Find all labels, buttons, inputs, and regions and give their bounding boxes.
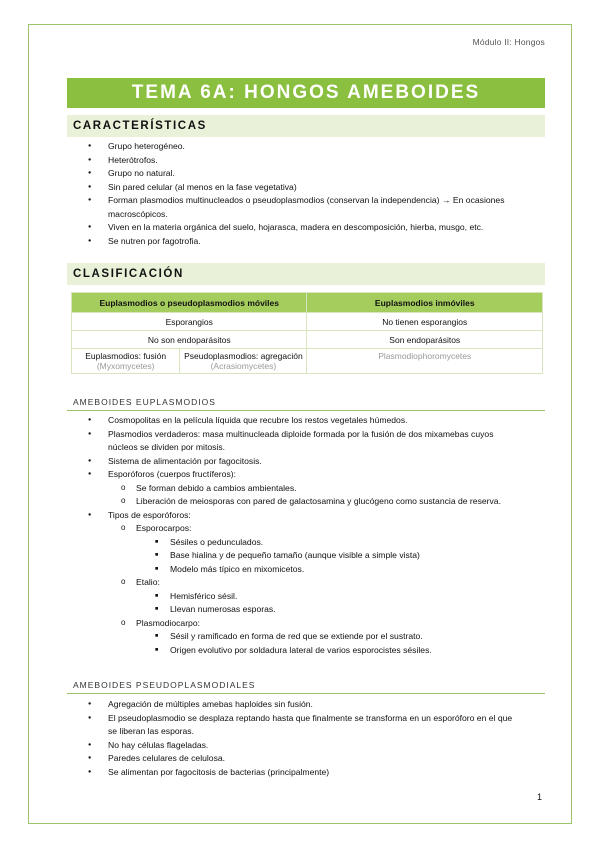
list-item-continuation: macroscópicos.: [108, 208, 168, 219]
section-clasificacion-heading: CLASIFICACIÓN: [67, 263, 545, 285]
cell-title: Pseudoplasmodios: agregación: [184, 351, 303, 361]
list-item: ● Paredes celulares de celulosa.: [84, 752, 544, 766]
list-item: ● El pseudoplasmodio se desplaza reptando hasta que finalmente se transforma en un esporóforo en el que: [84, 712, 544, 726]
list-subsubitem: ■ Sésiles o pedunculados.: [84, 536, 544, 550]
table-cell: No tienen esporangios: [307, 313, 543, 331]
list-item: ● Sin pared celular (al menos en la fase vegetativa): [84, 181, 544, 195]
list-item-continuation: núcleos se dividen por mitosis.: [108, 442, 226, 452]
list-item: ● Plasmodios verdaderos: masa multinucleada diploide formada por la fusión de dos mixamebas cuyos: [84, 428, 544, 442]
table-cell: [180, 349, 307, 374]
cell-subtitle: (Myxomycetes): [96, 361, 155, 371]
table-cell: [72, 349, 180, 374]
list-subitem: o Liberación de meiosporas con pared de galactosamina y glucógeno como sustancia de reserva.: [84, 495, 544, 509]
list-item-continuation: se liberan las esporas.: [108, 726, 194, 736]
table-cell: Son endoparásitos: [307, 331, 543, 349]
list-item: ● Esporóforos (cuerpos fructíferos):: [84, 468, 544, 482]
list-subsubitem: ■ Sésil y ramificado en forma de red que se extiende por el sustrato.: [84, 630, 544, 644]
table-cell: No son endoparásitos: [72, 331, 307, 349]
list-item: ● Tipos de esporóforos:: [84, 509, 544, 523]
list-item: ● Se nutren por fagotrofia.: [84, 235, 544, 249]
pseudoplasmodiales-list: [84, 698, 544, 779]
list-item: ● Cosmopolitas en la película líquida que recubre los restos vegetales húmedos.: [84, 414, 544, 428]
table-cell: Plasmodiophoromycetes: [307, 349, 543, 374]
page-number: 1: [536, 792, 542, 802]
list-subsubitem: ■ Llevan numerosas esporas.: [84, 603, 544, 617]
module-header: Módulo II: Hongos: [472, 37, 545, 47]
list-subsubitem: ■ Hemisférico sésil.: [84, 590, 544, 604]
list-item: ● Heterótrofos.: [84, 154, 544, 168]
list-item: ● No hay células flageladas.: [84, 739, 544, 753]
cell-subtitle: (Acrasiomycetes): [210, 361, 277, 371]
list-subitem: o Plasmodiocarpo:: [84, 617, 544, 631]
euplasmodios-list: [84, 414, 544, 657]
cell-title: Euplasmodios: fusión: [85, 351, 167, 361]
list-item: ● Grupo heterogéneo.: [84, 140, 544, 154]
list-subsubitem: ■ Base hialina y de pequeño tamaño (aunque visible a simple vista): [84, 549, 544, 563]
list-item: ● Agregación de múltiples amebas haploides sin fusión.: [84, 698, 544, 712]
section-pseudoplasmodiales-heading: AMEBOIDES PSEUDOPLASMODIALES: [67, 680, 545, 694]
clasificacion-table: [71, 292, 543, 374]
list-item: ● Sistema de alimentación por fagocitosis.: [84, 455, 544, 469]
list-item: ● Viven en la materia orgánica del suelo, hojarasca, madera en descomposición, hierba, musgo, etc.: [84, 221, 544, 235]
list-item: ● Se alimentan por fagocitosis de bacterias (principalmente): [84, 766, 544, 780]
table-cell: Esporangios: [72, 313, 307, 331]
section-euplasmodios-heading: AMEBOIDES EUPLASMODIOS: [67, 397, 545, 411]
list-subsubitem: ■ Modelo más típico en mixomicetos.: [84, 563, 544, 577]
list-subitem: o Se forman debido a cambios ambientales.: [84, 482, 544, 496]
list-item: ● Forman plasmodios multinucleados o pseudoplasmodios (conservan la independencia) → En ocasiones: [84, 194, 544, 208]
caracteristicas-list: [84, 140, 544, 248]
list-subitem: o Esporocarpos:: [84, 522, 544, 536]
page-title: TEMA 6A: HONGOS AMEBOIDES: [67, 78, 545, 108]
list-subsubitem: ■ Origen evolutivo por soldadura lateral de varios esporocistes sésiles.: [84, 644, 544, 658]
table-header-cell: Euplasmodios o pseudoplasmodios móviles: [72, 293, 307, 313]
list-item: ● Grupo no natural.: [84, 167, 544, 181]
table-header-cell: Euplasmodios inmóviles: [307, 293, 543, 313]
section-caracteristicas-heading: CARACTERÍSTICAS: [67, 115, 545, 137]
list-subitem: o Etalio:: [84, 576, 544, 590]
